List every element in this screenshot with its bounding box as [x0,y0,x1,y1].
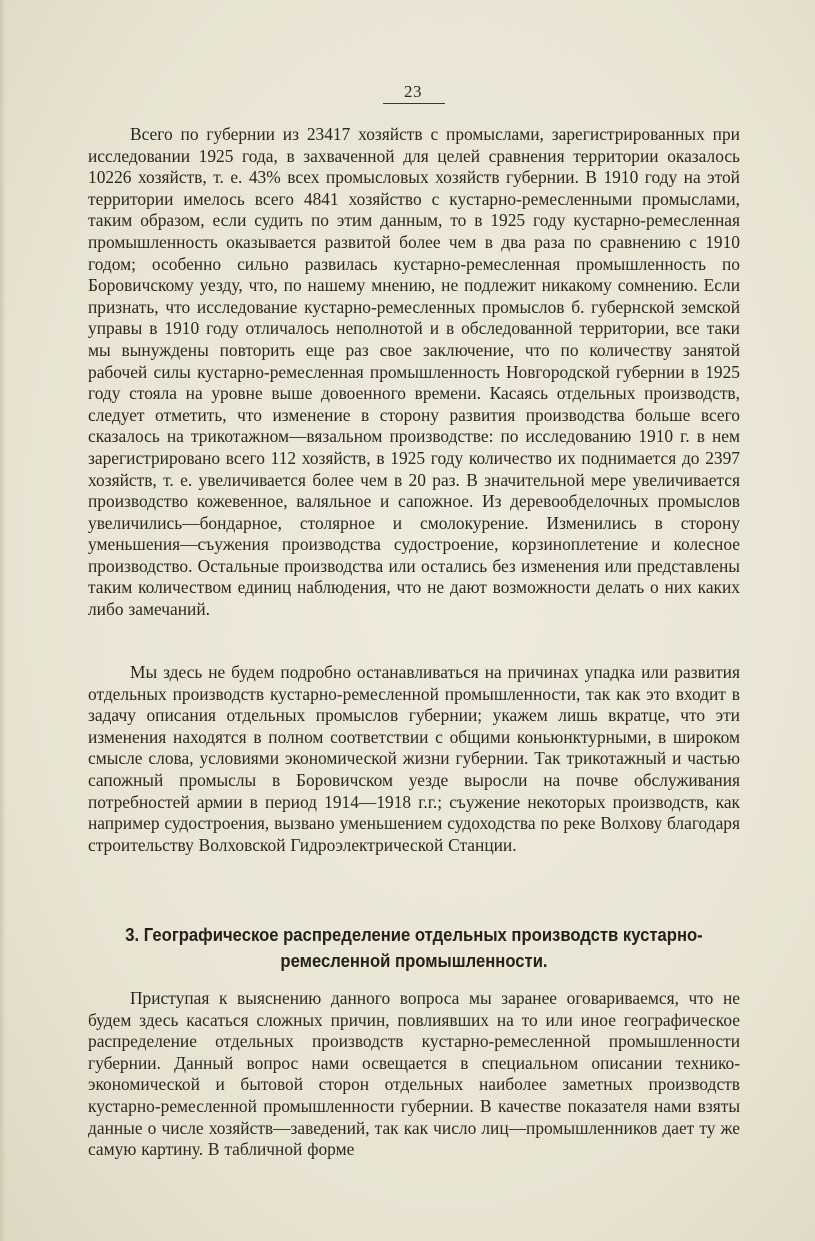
page-number: 23 [404,82,422,101]
paragraph-block [88,988,740,1161]
paragraph-2: Мы здесь не будем подробно останавливаться на причинах упадка или развития отдельных производств кустарно-ремесленной промышленности, так как это входит в задачу описания отдельных промыслов губернии; укажем лишь вкратце, что эти изменения находятся в полном соответствии с общими коньюнктурными, в широком смысле слова, условиями экономической жизни губернии. Так трикотажный и частью сапожный промыслы в Боровичском уезде выросли на почве обслуживания потребностей армии в период 1914—1918 г.г.; съужение некоторых производств, как например судостроения, вызвано уменьшением судоходства по реке Волхову благодаря строительству Волховской Гидроэлектрической Станции. [88,662,740,855]
paragraph-block [88,662,740,856]
section-heading-line-1: 3. Географическое распределение отдельных производств кустарно- [125,924,703,945]
page-number-rule [383,103,445,104]
section-heading-line-2: ремесленной промышленности. [280,950,548,971]
paragraph-block [88,124,740,621]
section-heading [121,922,708,974]
paragraph-3: Приступая к выяснению данного вопроса мы заранее оговариваемся, что не будем здесь касаться сложных причин, повлиявших на то или иное географическое распределение отдельных производств кустарно-ремесленной промышленности губернии. Данный вопрос нами освещается в специальном описании технико-экономической и бытовой сторон отдельных наиболее заметных производств кустарно-ремесленной промышленности губернии. В качестве показателя нами взяты данные о числе хозяйств—заведений, так как число лиц—промышленников дает ту же самую картину. В табличной форме [88,988,740,1160]
page-edge-shadow [0,0,6,1241]
paragraph-1: Всего по губернии из 23417 хозяйств с промыслами, зарегистрированных при исследовании 1925 года, в захваченной для целей сравнения территории оказалось 10226 хозяйств, т. е. 43% всех промысловых хозяйств губернии. В 1910 году на этой территории имелось всего 4841 хозяйство с кустарно-ремесленными промыслами, таким образом, если судить по этим данным, то в 1925 году кустарно-ремесленная промышленность оказывается развитой более чем в два раза по сравнению с 1910 годом; особенно сильно развилась кустарно-ремесленная промышленность по Боровичскому уезду, что, по нашему мнению, не подлежит никакому сомнению. Если признать, что исследование кустарно-ремесленных промыслов б. губернской земской управы в 1910 году отличалось неполнотой и в обследованной территории, все таки мы вынуждены повторить еще раз свое заключение, что по количеству занятой рабочей силы кустарно-ремесленная промышленность Новгородской губернии в 1925 году стояла на уровне выше довоенного времени. Касаясь отдельных производств, следует отметить, что изменение в сторону развития производства больше всего сказалось на трикотажном—вязальном производстве: по исследованию 1910 г. в нем зарегистрировано всего 112 хозяйств, в 1925 году количество их поднимается до 2397 хозяйств, т. е. увеличивается более чем в 20 раз. В значительной мере увеличивается производство кожевенное, валяльное и сапожное. Из деревообделочных промыслов увеличились—бондарное, столярное и смолокурение. Изменились в сторону уменьшения—съужения производства судостроение, корзиноплетение и колесное производство. Остальные производства или остались без изменения или представлены таким количеством единиц наблюдения, что не дают возможности делать о них каких либо замечаний. [88,124,740,620]
